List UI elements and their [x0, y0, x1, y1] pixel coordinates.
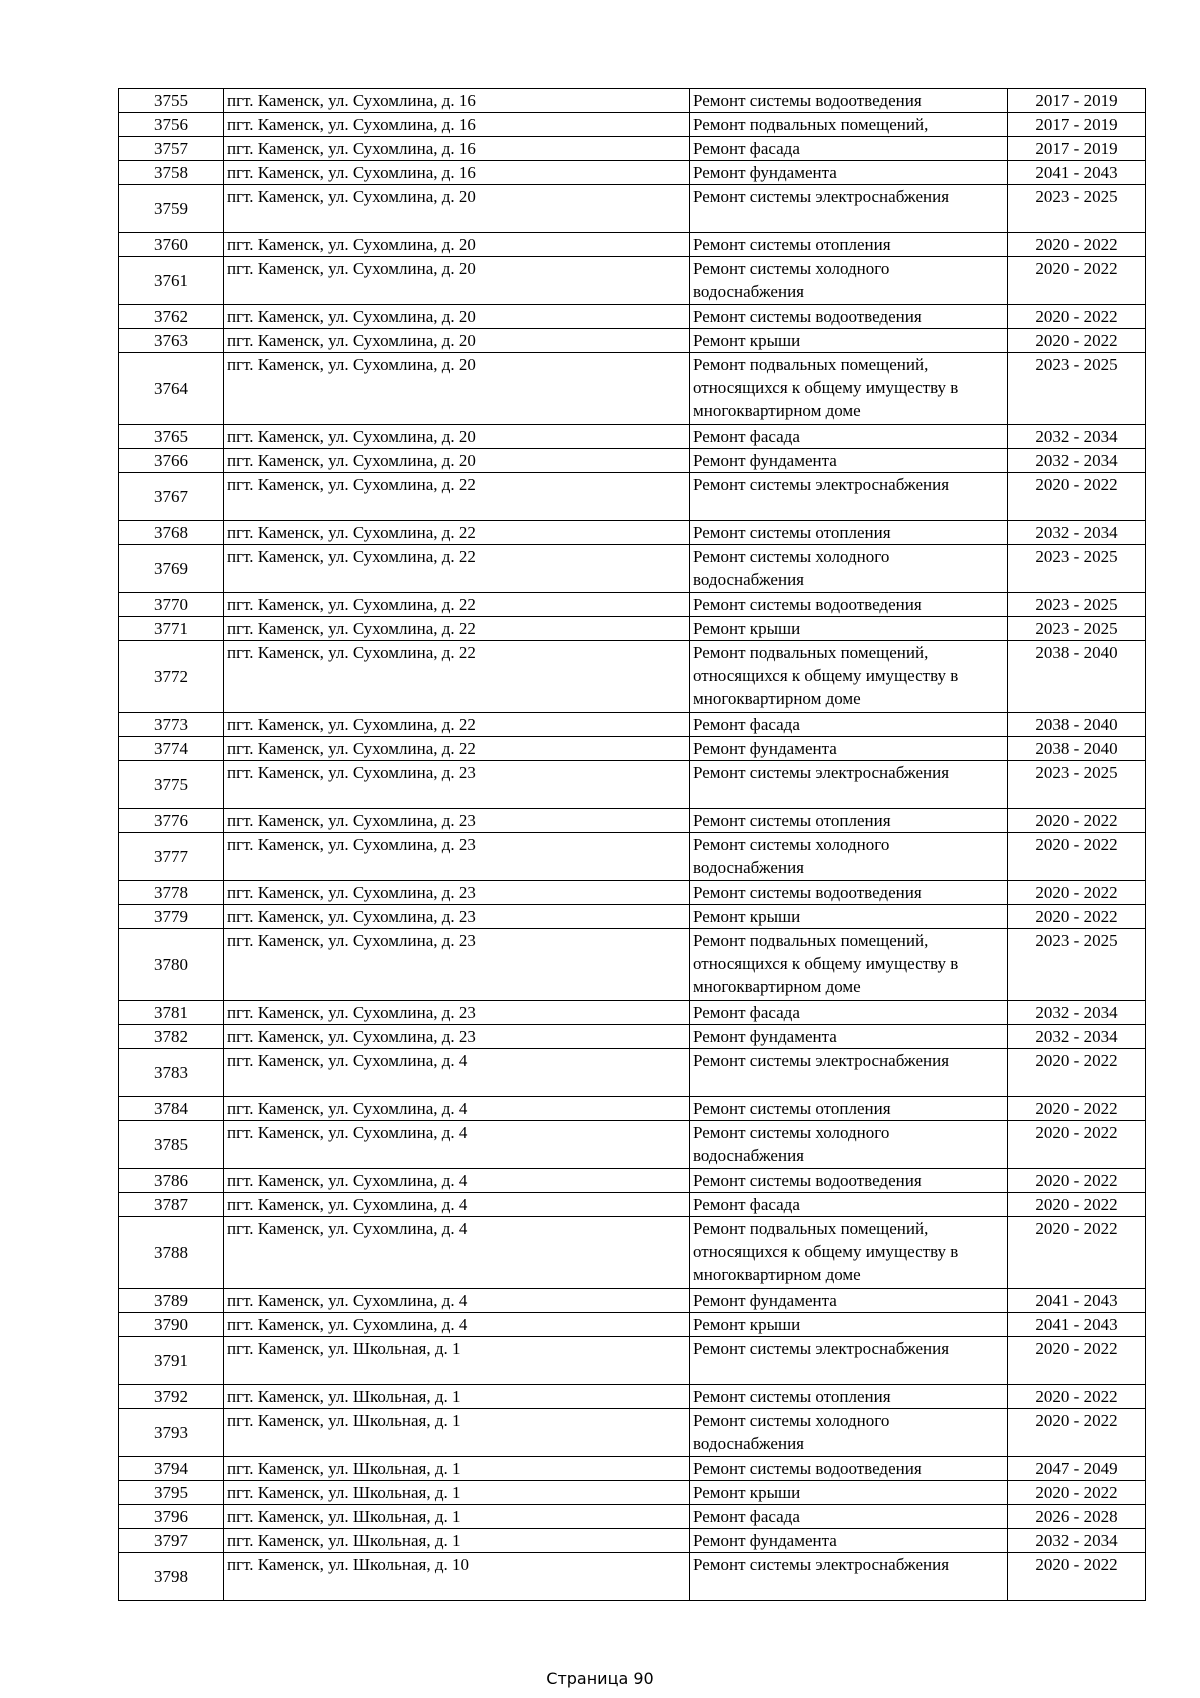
row-number-cell: 3789 — [119, 1289, 224, 1313]
period-cell: 2038 - 2040 — [1008, 713, 1146, 737]
period-cell: 2020 - 2022 — [1008, 1097, 1146, 1121]
work-type-cell: Ремонт системы холодного водоснабжения — [690, 1409, 1008, 1457]
work-type-cell: Ремонт системы отопления — [690, 1097, 1008, 1121]
row-number-cell: 3755 — [119, 89, 224, 113]
work-type-cell: Ремонт системы водоотведения — [690, 1169, 1008, 1193]
address-cell: пгт. Каменск, ул. Сухомлина, д. 20 — [224, 425, 690, 449]
period-cell: 2020 - 2022 — [1008, 1049, 1146, 1097]
period-cell: 2020 - 2022 — [1008, 1121, 1146, 1169]
row-number-cell: 3763 — [119, 329, 224, 353]
row-number-cell: 3776 — [119, 809, 224, 833]
period-cell: 2017 - 2019 — [1008, 113, 1146, 137]
address-cell: пгт. Каменск, ул. Сухомлина, д. 20 — [224, 257, 690, 305]
period-cell: 2020 - 2022 — [1008, 1409, 1146, 1457]
table-row — [119, 737, 1146, 761]
row-number-cell: 3785 — [119, 1121, 224, 1169]
period-cell: 2020 - 2022 — [1008, 833, 1146, 881]
row-number-cell: 3787 — [119, 1193, 224, 1217]
period-cell: 2041 - 2043 — [1008, 1313, 1146, 1337]
table-row — [119, 1337, 1146, 1385]
row-number-cell: 3782 — [119, 1025, 224, 1049]
row-number-cell: 3795 — [119, 1481, 224, 1505]
repair-schedule-table — [118, 88, 1146, 1601]
work-type-cell: Ремонт фасада — [690, 137, 1008, 161]
address-cell: пгт. Каменск, ул. Сухомлина, д. 20 — [224, 185, 690, 233]
work-type-cell: Ремонт системы холодного водоснабжения — [690, 833, 1008, 881]
period-cell: 2032 - 2034 — [1008, 1529, 1146, 1553]
row-number-cell: 3762 — [119, 305, 224, 329]
address-cell: пгт. Каменск, ул. Сухомлина, д. 22 — [224, 545, 690, 593]
address-cell: пгт. Каменск, ул. Сухомлина, д. 22 — [224, 593, 690, 617]
work-type-cell: Ремонт фундамента — [690, 737, 1008, 761]
row-number-cell: 3766 — [119, 449, 224, 473]
row-number-cell: 3770 — [119, 593, 224, 617]
address-cell: пгт. Каменск, ул. Сухомлина, д. 20 — [224, 353, 690, 425]
row-number-cell: 3764 — [119, 353, 224, 425]
address-cell: пгт. Каменск, ул. Школьная, д. 1 — [224, 1481, 690, 1505]
table-row — [119, 881, 1146, 905]
period-cell: 2020 - 2022 — [1008, 1553, 1146, 1601]
address-cell: пгт. Каменск, ул. Сухомлина, д. 4 — [224, 1217, 690, 1289]
address-cell: пгт. Каменск, ул. Сухомлина, д. 4 — [224, 1289, 690, 1313]
table-row — [119, 1169, 1146, 1193]
table-row — [119, 713, 1146, 737]
address-cell: пгт. Каменск, ул. Сухомлина, д. 23 — [224, 833, 690, 881]
work-type-cell: Ремонт системы водоотведения — [690, 1457, 1008, 1481]
work-type-cell: Ремонт крыши — [690, 1481, 1008, 1505]
address-cell: пгт. Каменск, ул. Сухомлина, д. 23 — [224, 809, 690, 833]
table-row — [119, 449, 1146, 473]
table-row — [119, 1313, 1146, 1337]
table-row — [119, 1481, 1146, 1505]
row-number-cell: 3779 — [119, 905, 224, 929]
work-type-cell: Ремонт подвальных помещений, относящихся к общему имуществу в многоквартирном доме — [690, 353, 1008, 425]
period-cell: 2023 - 2025 — [1008, 929, 1146, 1001]
address-cell: пгт. Каменск, ул. Сухомлина, д. 23 — [224, 929, 690, 1001]
table-row — [119, 161, 1146, 185]
work-type-cell: Ремонт крыши — [690, 905, 1008, 929]
table-row — [119, 329, 1146, 353]
work-type-cell: Ремонт системы водоотведения — [690, 881, 1008, 905]
period-cell: 2023 - 2025 — [1008, 185, 1146, 233]
row-number-cell: 3774 — [119, 737, 224, 761]
row-number-cell: 3771 — [119, 617, 224, 641]
table-row — [119, 473, 1146, 521]
work-type-cell: Ремонт системы холодного водоснабжения — [690, 257, 1008, 305]
work-type-cell: Ремонт фундамента — [690, 161, 1008, 185]
row-number-cell: 3769 — [119, 545, 224, 593]
address-cell: пгт. Каменск, ул. Сухомлина, д. 23 — [224, 881, 690, 905]
table-row — [119, 257, 1146, 305]
period-cell: 2047 - 2049 — [1008, 1457, 1146, 1481]
work-type-cell: Ремонт системы электроснабжения — [690, 1337, 1008, 1385]
address-cell: пгт. Каменск, ул. Сухомлина, д. 4 — [224, 1169, 690, 1193]
work-type-cell: Ремонт крыши — [690, 1313, 1008, 1337]
row-number-cell: 3791 — [119, 1337, 224, 1385]
table-row — [119, 1193, 1146, 1217]
address-cell: пгт. Каменск, ул. Школьная, д. 1 — [224, 1457, 690, 1481]
work-type-cell: Ремонт фасада — [690, 425, 1008, 449]
table-row — [119, 1097, 1146, 1121]
period-cell: 2020 - 2022 — [1008, 329, 1146, 353]
row-number-cell: 3793 — [119, 1409, 224, 1457]
address-cell: пгт. Каменск, ул. Сухомлина, д. 4 — [224, 1121, 690, 1169]
row-number-cell: 3786 — [119, 1169, 224, 1193]
row-number-cell: 3781 — [119, 1001, 224, 1025]
table-row — [119, 89, 1146, 113]
row-number-cell: 3797 — [119, 1529, 224, 1553]
address-cell: пгт. Каменск, ул. Сухомлина, д. 20 — [224, 305, 690, 329]
period-cell: 2020 - 2022 — [1008, 1169, 1146, 1193]
period-cell: 2023 - 2025 — [1008, 545, 1146, 593]
work-type-cell: Ремонт системы электроснабжения — [690, 473, 1008, 521]
address-cell: пгт. Каменск, ул. Сухомлина, д. 20 — [224, 449, 690, 473]
period-cell: 2020 - 2022 — [1008, 1481, 1146, 1505]
work-type-cell: Ремонт системы водоотведения — [690, 593, 1008, 617]
period-cell: 2023 - 2025 — [1008, 593, 1146, 617]
table-row — [119, 761, 1146, 809]
work-type-cell: Ремонт подвальных помещений, относящихся к общему имуществу в многоквартирном доме — [690, 929, 1008, 1001]
period-cell: 2020 - 2022 — [1008, 233, 1146, 257]
period-cell: 2023 - 2025 — [1008, 761, 1146, 809]
address-cell: пгт. Каменск, ул. Школьная, д. 1 — [224, 1409, 690, 1457]
address-cell: пгт. Каменск, ул. Сухомлина, д. 16 — [224, 89, 690, 113]
row-number-cell: 3767 — [119, 473, 224, 521]
table-row — [119, 185, 1146, 233]
row-number-cell: 3773 — [119, 713, 224, 737]
table-row — [119, 1289, 1146, 1313]
address-cell: пгт. Каменск, ул. Школьная, д. 1 — [224, 1385, 690, 1409]
work-type-cell: Ремонт фасада — [690, 1505, 1008, 1529]
row-number-cell: 3775 — [119, 761, 224, 809]
address-cell: пгт. Каменск, ул. Сухомлина, д. 22 — [224, 617, 690, 641]
table-row — [119, 113, 1146, 137]
table-row — [119, 1121, 1146, 1169]
table-row — [119, 1385, 1146, 1409]
table-row — [119, 1025, 1146, 1049]
period-cell: 2020 - 2022 — [1008, 809, 1146, 833]
address-cell: пгт. Каменск, ул. Школьная, д. 10 — [224, 1553, 690, 1601]
period-cell: 2041 - 2043 — [1008, 161, 1146, 185]
work-type-cell: Ремонт фасада — [690, 713, 1008, 737]
work-type-cell: Ремонт системы электроснабжения — [690, 1049, 1008, 1097]
work-type-cell: Ремонт крыши — [690, 329, 1008, 353]
address-cell: пгт. Каменск, ул. Сухомлина, д. 23 — [224, 761, 690, 809]
work-type-cell: Ремонт фасада — [690, 1001, 1008, 1025]
period-cell: 2032 - 2034 — [1008, 1025, 1146, 1049]
table-row — [119, 305, 1146, 329]
period-cell: 2032 - 2034 — [1008, 1001, 1146, 1025]
table-row — [119, 617, 1146, 641]
table-row — [119, 1505, 1146, 1529]
work-type-cell: Ремонт подвальных помещений, — [690, 113, 1008, 137]
address-cell: пгт. Каменск, ул. Школьная, д. 1 — [224, 1337, 690, 1385]
address-cell: пгт. Каменск, ул. Сухомлина, д. 20 — [224, 329, 690, 353]
row-number-cell: 3756 — [119, 113, 224, 137]
address-cell: пгт. Каменск, ул. Сухомлина, д. 22 — [224, 737, 690, 761]
row-number-cell: 3798 — [119, 1553, 224, 1601]
work-type-cell: Ремонт системы водоотведения — [690, 305, 1008, 329]
work-type-cell: Ремонт системы холодного водоснабжения — [690, 1121, 1008, 1169]
work-type-cell: Ремонт подвальных помещений, относящихся к общему имуществу в многоквартирном доме — [690, 1217, 1008, 1289]
row-number-cell: 3765 — [119, 425, 224, 449]
address-cell: пгт. Каменск, ул. Сухомлина, д. 23 — [224, 905, 690, 929]
table-row — [119, 1529, 1146, 1553]
period-cell: 2032 - 2034 — [1008, 521, 1146, 545]
work-type-cell: Ремонт системы отопления — [690, 233, 1008, 257]
table-row — [119, 641, 1146, 713]
address-cell: пгт. Каменск, ул. Сухомлина, д. 4 — [224, 1097, 690, 1121]
row-number-cell: 3761 — [119, 257, 224, 305]
table-row — [119, 545, 1146, 593]
address-cell: пгт. Каменск, ул. Школьная, д. 1 — [224, 1529, 690, 1553]
work-type-cell: Ремонт фундамента — [690, 1025, 1008, 1049]
period-cell: 2038 - 2040 — [1008, 641, 1146, 713]
address-cell: пгт. Каменск, ул. Сухомлина, д. 22 — [224, 521, 690, 545]
table-row — [119, 233, 1146, 257]
address-cell: пгт. Каменск, ул. Сухомлина, д. 4 — [224, 1313, 690, 1337]
table-row — [119, 593, 1146, 617]
address-cell: пгт. Каменск, ул. Сухомлина, д. 22 — [224, 713, 690, 737]
row-number-cell: 3760 — [119, 233, 224, 257]
work-type-cell: Ремонт системы электроснабжения — [690, 185, 1008, 233]
address-cell: пгт. Каменск, ул. Школьная, д. 1 — [224, 1505, 690, 1529]
row-number-cell: 3788 — [119, 1217, 224, 1289]
period-cell: 2038 - 2040 — [1008, 737, 1146, 761]
work-type-cell: Ремонт фундамента — [690, 449, 1008, 473]
table-row — [119, 425, 1146, 449]
work-type-cell: Ремонт системы холодного водоснабжения — [690, 545, 1008, 593]
work-type-cell: Ремонт системы отопления — [690, 521, 1008, 545]
table-row — [119, 1457, 1146, 1481]
address-cell: пгт. Каменск, ул. Сухомлина, д. 23 — [224, 1025, 690, 1049]
row-number-cell: 3794 — [119, 1457, 224, 1481]
table-row — [119, 833, 1146, 881]
address-cell: пгт. Каменск, ул. Сухомлина, д. 16 — [224, 113, 690, 137]
period-cell: 2020 - 2022 — [1008, 1217, 1146, 1289]
period-cell: 2020 - 2022 — [1008, 1193, 1146, 1217]
address-cell: пгт. Каменск, ул. Сухомлина, д. 16 — [224, 161, 690, 185]
work-type-cell: Ремонт системы отопления — [690, 809, 1008, 833]
table-row — [119, 1049, 1146, 1097]
row-number-cell: 3796 — [119, 1505, 224, 1529]
period-cell: 2032 - 2034 — [1008, 425, 1146, 449]
period-cell: 2023 - 2025 — [1008, 353, 1146, 425]
page-number: Страница 90 — [546, 1669, 654, 1688]
table-row — [119, 353, 1146, 425]
period-cell: 2020 - 2022 — [1008, 257, 1146, 305]
period-cell: 2020 - 2022 — [1008, 473, 1146, 521]
row-number-cell: 3768 — [119, 521, 224, 545]
work-type-cell: Ремонт системы электроснабжения — [690, 761, 1008, 809]
table-body — [119, 89, 1146, 1601]
period-cell: 2017 - 2019 — [1008, 89, 1146, 113]
period-cell: 2020 - 2022 — [1008, 1385, 1146, 1409]
row-number-cell: 3792 — [119, 1385, 224, 1409]
address-cell: пгт. Каменск, ул. Сухомлина, д. 4 — [224, 1193, 690, 1217]
period-cell: 2020 - 2022 — [1008, 1337, 1146, 1385]
table-row — [119, 809, 1146, 833]
period-cell: 2020 - 2022 — [1008, 881, 1146, 905]
period-cell: 2026 - 2028 — [1008, 1505, 1146, 1529]
row-number-cell: 3784 — [119, 1097, 224, 1121]
period-cell: 2023 - 2025 — [1008, 617, 1146, 641]
work-type-cell: Ремонт фундамента — [690, 1529, 1008, 1553]
row-number-cell: 3757 — [119, 137, 224, 161]
table-row — [119, 1553, 1146, 1601]
work-type-cell: Ремонт крыши — [690, 617, 1008, 641]
address-cell: пгт. Каменск, ул. Сухомлина, д. 22 — [224, 473, 690, 521]
table-row — [119, 521, 1146, 545]
period-cell: 2020 - 2022 — [1008, 305, 1146, 329]
row-number-cell: 3778 — [119, 881, 224, 905]
table-row — [119, 1217, 1146, 1289]
row-number-cell: 3777 — [119, 833, 224, 881]
table-row — [119, 1001, 1146, 1025]
address-cell: пгт. Каменск, ул. Сухомлина, д. 20 — [224, 233, 690, 257]
table-row — [119, 929, 1146, 1001]
row-number-cell: 3759 — [119, 185, 224, 233]
period-cell: 2020 - 2022 — [1008, 905, 1146, 929]
period-cell: 2032 - 2034 — [1008, 449, 1146, 473]
row-number-cell: 3772 — [119, 641, 224, 713]
table-row — [119, 137, 1146, 161]
table-row — [119, 905, 1146, 929]
work-type-cell: Ремонт фасада — [690, 1193, 1008, 1217]
work-type-cell: Ремонт фундамента — [690, 1289, 1008, 1313]
table-row — [119, 1409, 1146, 1457]
period-cell: 2041 - 2043 — [1008, 1289, 1146, 1313]
work-type-cell: Ремонт системы водоотведения — [690, 89, 1008, 113]
period-cell: 2017 - 2019 — [1008, 137, 1146, 161]
address-cell: пгт. Каменск, ул. Сухомлина, д. 4 — [224, 1049, 690, 1097]
row-number-cell: 3790 — [119, 1313, 224, 1337]
work-type-cell: Ремонт системы электроснабжения — [690, 1553, 1008, 1601]
address-cell: пгт. Каменск, ул. Сухомлина, д. 23 — [224, 1001, 690, 1025]
work-type-cell: Ремонт системы отопления — [690, 1385, 1008, 1409]
address-cell: пгт. Каменск, ул. Сухомлина, д. 22 — [224, 641, 690, 713]
work-type-cell: Ремонт подвальных помещений, относящихся к общему имуществу в многоквартирном доме — [690, 641, 1008, 713]
row-number-cell: 3780 — [119, 929, 224, 1001]
row-number-cell: 3783 — [119, 1049, 224, 1097]
address-cell: пгт. Каменск, ул. Сухомлина, д. 16 — [224, 137, 690, 161]
row-number-cell: 3758 — [119, 161, 224, 185]
